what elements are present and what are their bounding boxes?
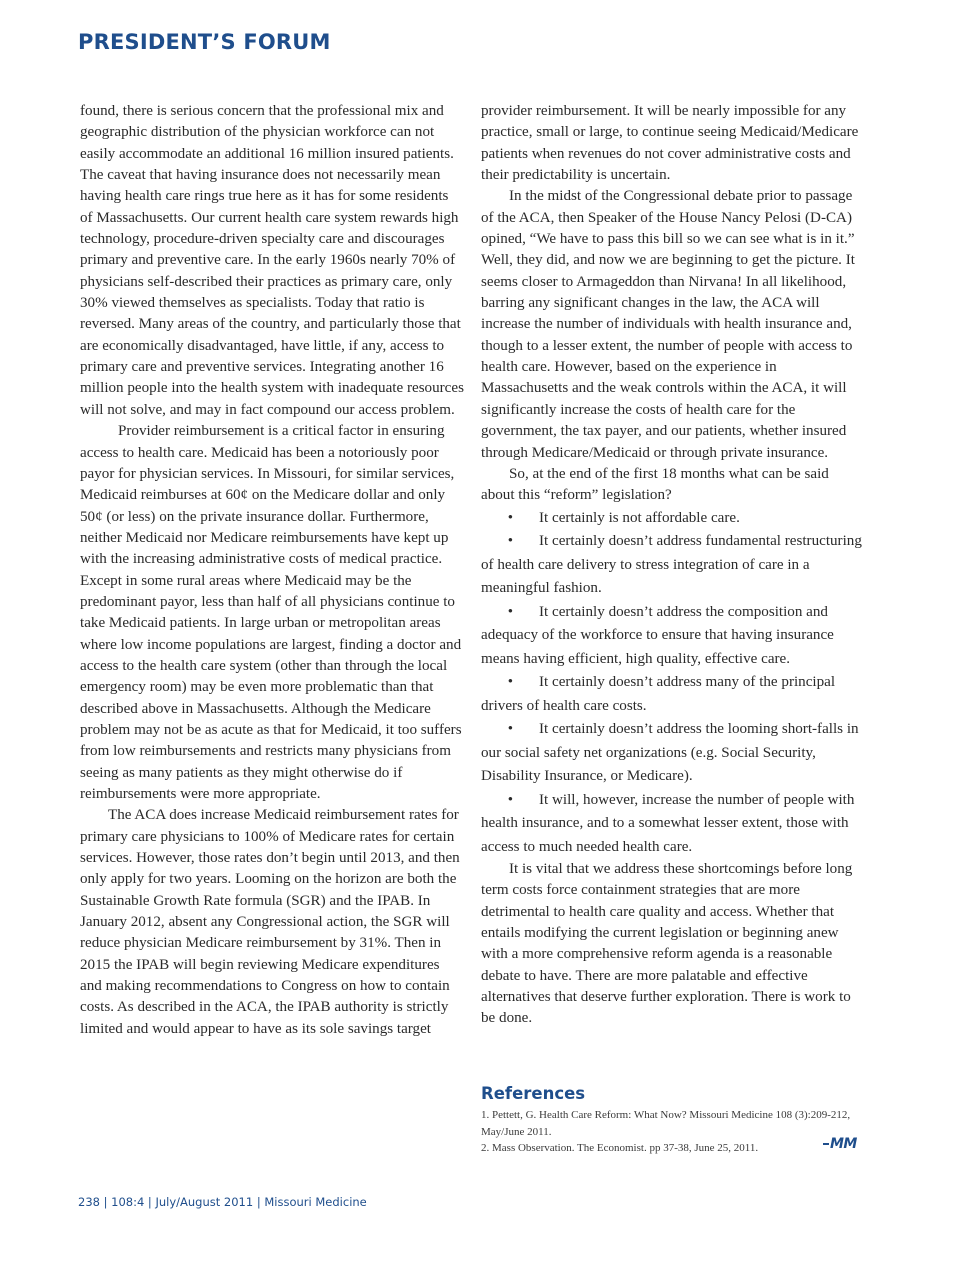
bullet-text: It certainly doesn’t address fundamental restructuring of health care delivery to stress integration of care in a meaningful fashion. [481, 533, 862, 597]
paragraph: It is vital that we address these shortcomings before long term costs force containment strategies that are more detrimental to health care quality and access. Whether that entails modifying the current legislation or beginning anew with a more comprehensive reform agenda is a reasonable debate to have. There are more palatable and effective alternatives that deserve further exploration. There is work to be done. [481, 861, 853, 1027]
bullet-list-item [481, 671, 865, 718]
paragraph: The ACA does increase Medicaid reimbursement rates for primary care physicians to 100% of Medicare rates for certain services. However, those rates don’t begin until 2013, and then only apply for two years. Looming on the horizon are both the Sustainable Growth Rate formula (SGR) and the IPAB. In January 2012, absent any Congressional action, the SGR will reduce physician Medicare reimbursement by 31%. Then in 2015 the IPAB will begin reviewing Medicare expenditures and making recommendations to Congress on how to contain costs. As described in the ACA, the IPAB authority is strictly limited and would appear to have as its sole savings target [80, 807, 460, 1037]
bullet-list-item [481, 718, 865, 789]
bullet-list-item [481, 789, 865, 860]
paragraph: found, there is serious concern that the professional mix and geographic distribution of the physician workforce can not easily accommodate an additional 16 million insured patients. The caveat that having insurance does not necessarily mean having health care rings true here as it has for some residents of Massachusetts. Our current health care system rewards high technology, procedure-driven specialty care and discourages primary and preventive care. In the early 1960s nearly 70% of physicians self-described their practices as primary care, only 30% viewed themselves as specialists. Today that ratio is reversed. Many areas of the country, and particularly those that are economically disadvantaged, have little, if any, access to primary care and preventive services. Integrating another 16 million people into the health system with inadequate resources will not solve, and may in fact compound our access problem. [80, 103, 464, 418]
logo-text: MM [830, 1136, 857, 1152]
left-column [80, 101, 464, 1040]
bullet-icon: • [507, 533, 513, 550]
bullet-list-item [481, 530, 865, 601]
reference-item: 2. Mass Observation. The Economist. pp 37-38, June 25, 2011. [481, 1142, 759, 1154]
bullet-text: It certainly doesn’t address the composition and adequacy of the workforce to ensure that having insurance means having efficient, high quality, effective care. [481, 603, 834, 667]
bullet-text: It certainly is not affordable care. [539, 509, 740, 526]
paragraph: Provider reimbursement is a critical factor in ensuring access to health care. Medicaid has been a notoriously poor payor for physician services. In Missouri, for similar services, Medicaid reimburses at 60¢ on the Medicare dollar and only 50¢ (or less) on the private insurance dollar. Furthermore, neither Medicaid nor Medicare reimbursements have kept up with the increasing administrative costs of medical practice. Except in some rural areas where Medicaid may be the predominant payor, less than half of all physicians continue to take Medicaid patients. In large urban or metropolitan areas where low income populations are largest, finding a doctor and access to the health care system (other than through the local emergency room) may be even more problematic than that described above in Massachusetts. Although the Medicare problem may not be as acute as that for Medicaid, it too suffers from low reimbursements and restricts many physicians from seeing as many patients as they might otherwise do if reimbursements were more appropriate. [80, 423, 462, 802]
reference-item: 1. Pettett, G. Health Care Reform: What Now? Missouri Medicine 108 (3):209-212, May/June 2011. [481, 1109, 851, 1138]
references-heading: References [481, 1084, 586, 1103]
bullet-list-item [481, 507, 865, 531]
logo-bar-icon [823, 1143, 829, 1145]
bullet-text: It certainly doesn’t address many of the principal drivers of health care costs. [481, 674, 836, 714]
page-footer: 238 | 108:4 | July/August 2011 | Missouri Medicine [78, 1195, 367, 1209]
bullet-icon: • [507, 721, 513, 738]
bullet-icon: • [507, 674, 513, 691]
paragraph: In the midst of the Congressional debate prior to passage of the ACA, then Speaker of the House Nancy Pelosi (D-CA) opined, “We have to pass this bill so we can see what is in it.” Well, they did, and now we are beginning to get the picture. It seems closer to Armageddon than Nirvana! In all likelihood, barring any significant changes in the law, the ACA will increase the number of individuals with health insurance and, though to a lesser extent, the number of people with access to health care. However, based on the experience in Massachusetts and the weak controls within the ACA, it will significantly increase the costs of health care for the government, the tax payer, and our patients, whether insured through Medicare/Medicaid or through private insurance. [481, 188, 855, 461]
bullet-icon: • [507, 603, 513, 620]
paragraph: So, at the end of the first 18 months what can be said about this “reform” legislation? [481, 465, 829, 504]
references-section [481, 1084, 871, 1157]
section-title: PRESIDENT’S FORUM [78, 30, 331, 54]
missouri-medicine-logo [823, 1136, 857, 1152]
bullet-text: It certainly doesn’t address the looming short-falls in our social safety net organizations (e.g. Social Security, Disability Insurance, or Medicare). [481, 721, 859, 785]
bullet-icon: • [507, 791, 513, 808]
bullet-text: It will, however, increase the number of people with health insurance, and to a somewhat lesser extent, those with access to much needed health care. [481, 791, 855, 855]
bullet-list-item [481, 601, 865, 672]
paragraph: provider reimbursement. It will be nearly impossible for any practice, small or large, to continue seeing Medicaid/Medicare patients when revenues do not cover administrative costs and their predictability is uncertain. [481, 103, 859, 184]
bullet-icon: • [507, 509, 513, 526]
right-column [481, 101, 865, 1030]
